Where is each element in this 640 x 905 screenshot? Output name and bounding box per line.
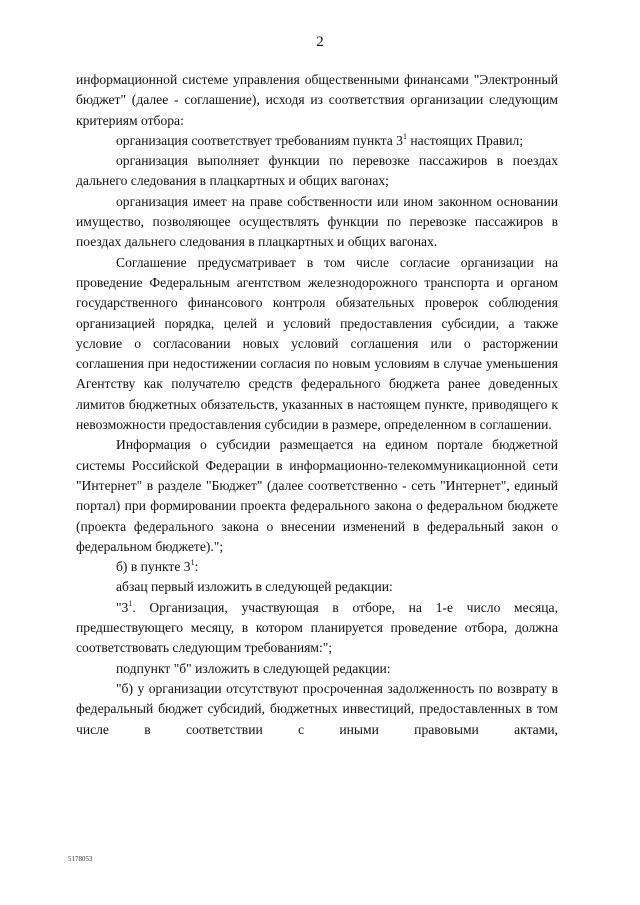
paragraph-information [76, 435, 558, 557]
page-number: 2 [316, 34, 324, 50]
paragraph-text: б) в пункте 3 [116, 559, 191, 575]
paragraph-text: Информация о субсидии размещается на едином портале бюджетной системы Российской Федерации в информационно-телекоммуникационной сети "Интернет" в разделе "Бюджет" (далее соответственно - сеть "Интернет", единый портал) при формировании проекта федерального закона о федеральном бюджете (проекта федерального закона о внесении изменений в федеральный закон о федеральном бюджете)."; [76, 437, 558, 554]
paragraph-text: . Организация, участвующая в отборе, на 1-е число месяца, предшествующего месяцу, в котором планируется проведение отбора, должна соответствовать следующим требованиям:"; [76, 599, 558, 656]
superscript: 1 [402, 131, 407, 141]
superscript: 1 [128, 598, 133, 608]
paragraph-item-b [76, 557, 558, 577]
paragraph-criterion-2 [76, 151, 558, 192]
paragraph-text: информационной системе управления общественными финансами "Электронный бюджет" (далее - соглашение), исходя из соответствия организации следующим критериям отбора: [76, 72, 558, 128]
paragraph-first-abzac [76, 577, 558, 597]
paragraph-criterion-1 [76, 131, 558, 151]
paragraph-text: Соглашение предусматривает в том числе согласие организации на проведение Федеральным агентством железнодорожного транспорта и органом государственного финансового контроля обязательных проверок соблюдения организацией порядка, целей и условий предоставления субсидии, а также условие о согласовании новых условий соглашения или о расторжении соглашения при недостижении согласия по новым условиям в случае уменьшения Агентству как получателю средств федерального бюджета ранее доведенных лимитов бюджетных обязательств, указанных в настоящем пункте, приводящего к невозможности предоставления субсидии в размере, определенном в соглашении. [76, 254, 558, 433]
paragraph-agreement [76, 253, 558, 436]
superscript: 1 [190, 558, 195, 568]
paragraph-criterion-3 [76, 192, 558, 253]
paragraph-text: организация соответствует требованиям пункта 3 [116, 132, 403, 148]
paragraph-text: подпункт "б" изложить в следующей редакции: [116, 660, 391, 676]
paragraph-criteria-intro [76, 70, 558, 131]
paragraph-new-3-1 [76, 598, 558, 659]
paragraph-text: настоящих Правил; [406, 132, 524, 148]
paragraph-text: "3 [116, 599, 129, 615]
paragraph-text: : [194, 559, 199, 575]
paragraph-text: "б) у организации отсутствуют просроченная задолженность по возврату в федеральный бюджет субсидий, бюджетных инвестиций, предоставленных в том числе в соответствии с иными правовыми актами, [76, 680, 558, 737]
document-code: 5178053 [68, 855, 93, 863]
paragraph-subitem-b [76, 659, 558, 679]
paragraph-text: организация имеет на праве собственности или ином законном основании имущество, позволяющее осуществлять функции по перевозке пассажиров в поездах дальнего следования в плацкартных и общих вагонах. [76, 193, 558, 250]
paragraph-new-b [76, 679, 558, 740]
paragraph-text: организация выполняет функции по перевозке пассажиров в поездах дальнего следования в плацкартных и общих вагонах; [76, 153, 558, 189]
document-body [76, 70, 558, 740]
paragraph-text: абзац первый изложить в следующей редакции: [116, 579, 393, 595]
